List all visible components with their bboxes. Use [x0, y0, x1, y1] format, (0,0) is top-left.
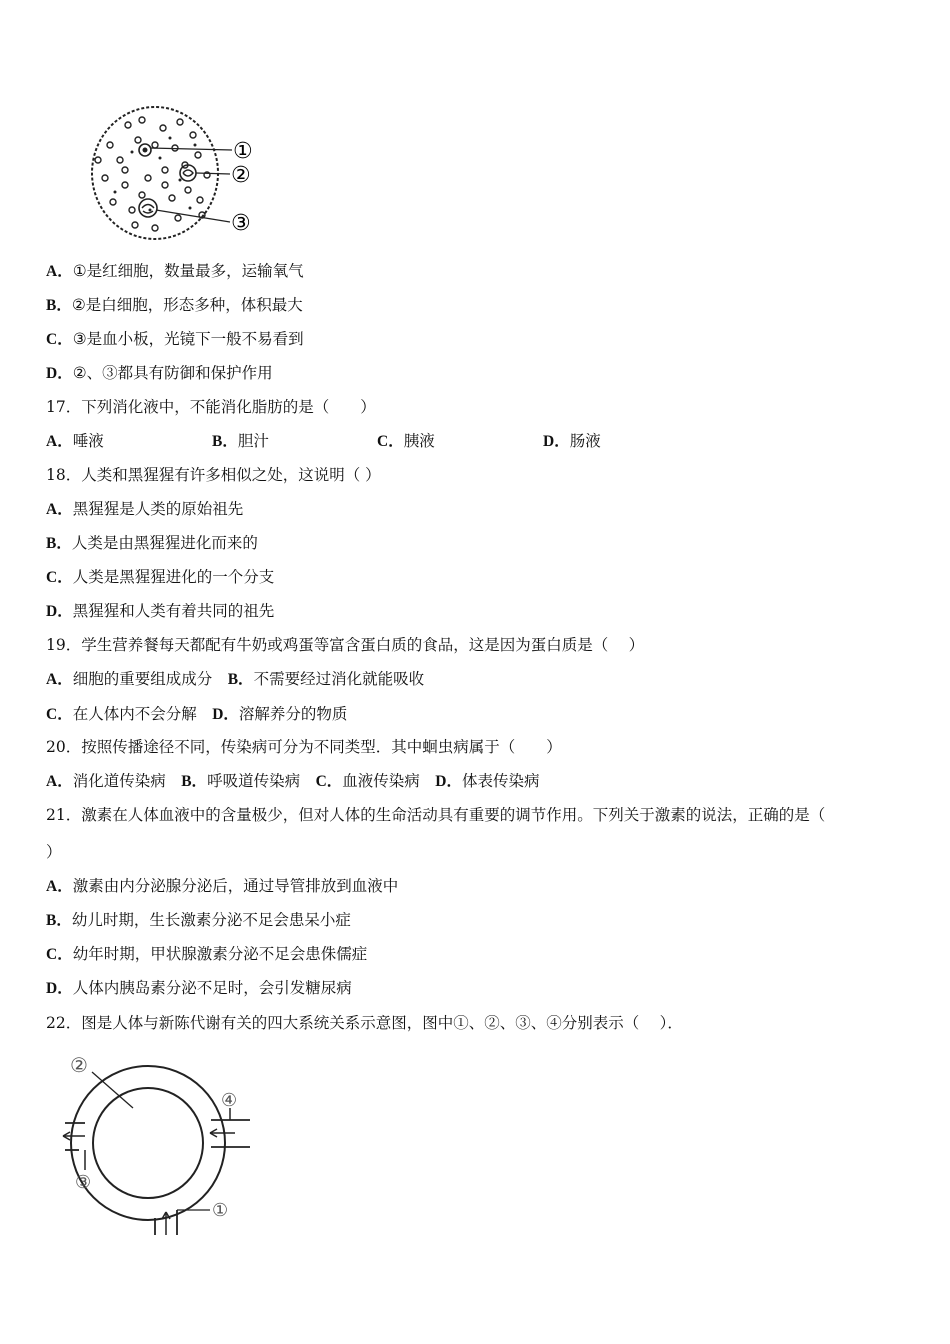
q17-option-b: B．胆汁 [212, 432, 269, 450]
q18-option-d: D．黑猩猩和人类有着共同的祖先 [46, 602, 275, 620]
q21-stem-line-1: 21．激素在人体血液中的含量极少，但对人体的生命活动具有重要的调节作用。下列关于激素的说法，正确的是（ [46, 806, 826, 824]
blood-smear-figure [80, 100, 270, 248]
q19-options-row-1: A．细胞的重要组成成分 B．不需要经过消化就能吸收 [46, 670, 425, 688]
q19-stem: 19．学生营养餐每天都配有牛奶或鸡蛋等富含蛋白质的食品，这是因为蛋白质是（ ） [46, 636, 645, 654]
figure2-label-1: ① [212, 1200, 229, 1221]
q18-option-c: C．人类是黑猩猩进化的一个分支 [46, 568, 275, 586]
q17-option-d: D．肠液 [543, 432, 601, 450]
q21-option-a: A．激素由内分泌腺分泌后，通过导管排放到血液中 [46, 877, 399, 895]
systems-diagram [55, 1050, 265, 1240]
figure2-label-4: ④ [221, 1090, 238, 1111]
q18-stem: 18．人类和黑猩猩有许多相似之处，这说明（ ） [46, 466, 381, 484]
q19-options-row-2: C．在人体内不会分解 D．溶解养分的物质 [46, 705, 348, 723]
q18-option-b: B．人类是由黑猩猩进化而来的 [46, 534, 258, 552]
figure1-label-3: ③ [231, 211, 251, 236]
q16-option-a: A．①是红细胞，数量最多，运输氧气 [46, 262, 304, 280]
q16-option-d: D．②、③都具有防御和保护作用 [46, 364, 273, 382]
q18-option-a: A．黑猩猩是人类的原始祖先 [46, 500, 244, 518]
q21-stem-line-2: ） [46, 843, 62, 861]
q17-option-c: C．胰液 [377, 432, 435, 450]
figure1-label-1: ① [233, 139, 253, 164]
q16-option-c: C．③是血小板，光镜下一般不易看到 [46, 330, 304, 348]
q21-option-d: D．人体内胰岛素分泌不足时，会引发糖尿病 [46, 979, 352, 997]
q21-option-b: B．幼儿时期，生长激素分泌不足会患呆小症 [46, 911, 351, 929]
q17-stem: 17．下列消化液中，不能消化脂肪的是（ ） [46, 398, 376, 416]
figure2-label-3: ③ [75, 1172, 92, 1193]
q17-option-a: A．唾液 [46, 432, 104, 450]
q22-stem: 22．图是人体与新陈代谢有关的四大系统关系示意图，图中①、②、③、④分别表示（ ）． [46, 1014, 683, 1032]
figure2-label-2: ② [70, 1053, 88, 1077]
q16-option-b: B．②是白细胞，形态多种，体积最大 [46, 296, 303, 314]
q21-option-c: C．幼年时期，甲状腺激素分泌不足会患侏儒症 [46, 945, 368, 963]
q20-stem: 20．按照传播途径不同，传染病可分为不同类型．其中蛔虫病属于（ ） [46, 738, 562, 756]
q20-options-row: A．消化道传染病 B．呼吸道传染病 C．血液传染病 D．体表传染病 [46, 772, 540, 790]
figure1-label-2: ② [231, 163, 251, 188]
